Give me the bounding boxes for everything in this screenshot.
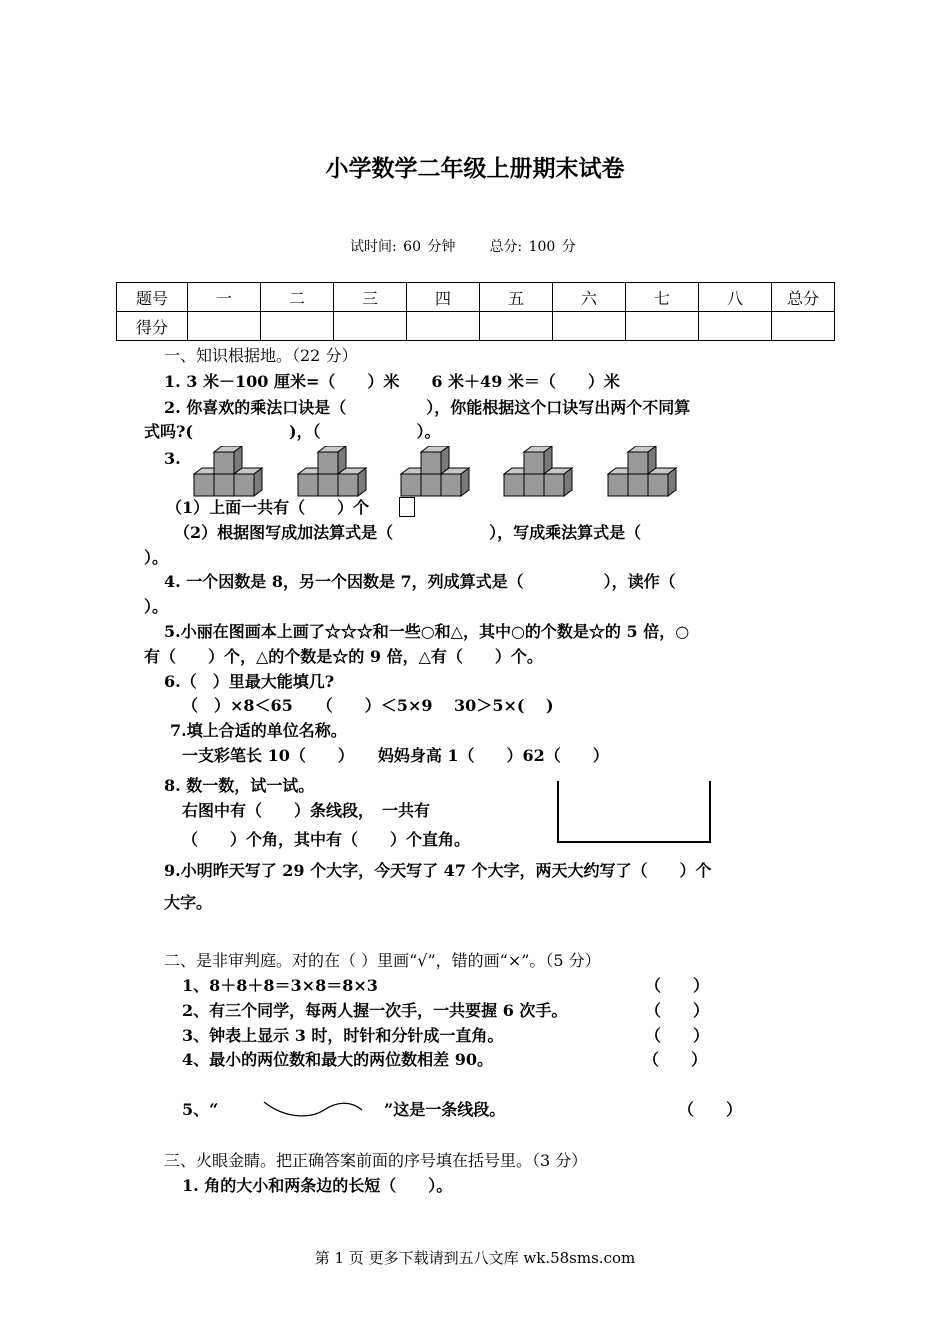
score-cell-header: 三	[334, 283, 407, 312]
score-cell-header: 七	[626, 283, 699, 312]
judge-bracket-2[interactable]: （ ）	[645, 1001, 710, 1020]
question-1-3-number: 3.	[164, 449, 181, 468]
score-cell-header: 二	[261, 283, 334, 312]
score-table-score-row	[117, 312, 835, 341]
judge-bracket-1[interactable]: （ ）	[645, 976, 710, 995]
question-1-3-part1: （1）上面一共有（ ）个	[166, 498, 370, 517]
section3-heading: 三、火眼金睛。把正确答案前面的序号填在括号里。（3 分）	[164, 1151, 588, 1170]
segment-figure	[557, 781, 711, 843]
score-cell-header: 题号	[117, 283, 188, 312]
score-cell[interactable]	[699, 312, 772, 341]
judge-item-2: 2、有三个同学，每两人握一次手，一共要握 6 次手。	[182, 1001, 568, 1020]
question-1-4-line-b: ）。	[144, 597, 169, 616]
score-cell[interactable]	[772, 312, 835, 341]
question-1-2-line-a: 2. 你喜欢的乘法口诀是（ ），你能根据这个口诀写出两个不同算	[164, 398, 691, 417]
question-1-5-line-a: 5.小丽在图画本上画了☆☆☆和一些○和△，其中○的个数是☆的 5 倍，○	[164, 622, 690, 641]
score-table	[116, 282, 835, 341]
score-cell-header: 六	[553, 283, 626, 312]
question-1-7-items: 一支彩笔长 10（ ） 妈妈身高 1（ ）62（ ）	[182, 746, 609, 765]
section2-heading: 二、是非审判庭。对的在（ ）里画“√”，错的画“×”。（5 分）	[164, 951, 601, 970]
score-cell[interactable]	[480, 312, 553, 341]
cube-figure-3	[399, 446, 471, 500]
judge-bracket-3[interactable]: （ ）	[645, 1026, 710, 1045]
page-title: 小学数学二年级上册期末试卷	[325, 155, 625, 182]
score-cell-header: 一	[188, 283, 261, 312]
score-table-header-row	[117, 283, 835, 312]
judge-bracket-5[interactable]: （ ）	[678, 1100, 743, 1119]
score-cell[interactable]	[334, 312, 407, 341]
score-cell-header: 八	[699, 283, 772, 312]
question-1-8-line-b: （ ）个角，其中有（ ）个直角。	[182, 830, 471, 849]
exam-total: 总分: 100 分	[489, 239, 576, 255]
curve-line-figure	[262, 1096, 364, 1118]
question-1-3-part2-line-b: ）。	[144, 548, 169, 567]
score-cell-header: 五	[480, 283, 553, 312]
question-1-9-line-a: 9.小明昨天写了 29 个大字，今天写了 47 个大字，两天大约写了（ ）个	[164, 861, 712, 880]
cube-figure-4	[502, 446, 574, 500]
score-cell[interactable]	[407, 312, 480, 341]
question-1-8: 8. 数一数，试一试。	[164, 776, 315, 795]
score-cell[interactable]	[553, 312, 626, 341]
cube-figure-1	[192, 446, 264, 500]
score-cell[interactable]	[261, 312, 334, 341]
page-footer: 第 1 页 更多下载请到五八文库 wk.58sms.com	[314, 1249, 636, 1267]
judge-item-1: 1、8＋8＋8＝3×8＝8×3	[182, 976, 378, 995]
cube-figure-5	[606, 446, 678, 500]
score-row-label: 得分	[117, 312, 188, 341]
small-cube-icon	[399, 497, 415, 517]
question-1-6-items: （ ）×8＜65 （ ）＜5×9 30＞5×( )	[182, 696, 554, 715]
question-1-9-line-b: 大字。	[164, 893, 213, 912]
judge-item-4: 4、最小的两位数和最大的两位数相差 90。	[182, 1050, 493, 1069]
question-1-2-line-b: 式吗?( )，（ ）。	[144, 422, 441, 441]
question-1-5-line-b: 有（ ）个，△的个数是☆的 9 倍，△有（ ）个。	[144, 647, 543, 666]
judge-item-3: 3、钟表上显示 3 时，时针和分针成一直角。	[182, 1026, 504, 1045]
question-1-3-part2-line-a: （2）根据图写成加法算式是（ ），写成乘法算式是（	[174, 523, 642, 542]
question-3-1: 1. 角的大小和两条边的长短（ ）。	[182, 1176, 453, 1195]
question-1-7: 7.填上合适的单位名称。	[170, 721, 347, 740]
section1-heading: 一、知识根据地。（22 分）	[164, 346, 358, 365]
judge-bracket-4[interactable]: （ ）	[643, 1050, 708, 1069]
question-1-8-line-a: 右图中有（ ）条线段， 一共有	[182, 801, 431, 820]
exam-info	[350, 236, 576, 256]
score-cell[interactable]	[188, 312, 261, 341]
score-cell-header: 四	[407, 283, 480, 312]
question-1-1: 1. 3 米－100 厘米=（ ）米 6 米＋49 米＝（ ）米	[164, 372, 620, 391]
judge-item-5-open: 5、“	[182, 1100, 219, 1119]
judge-item-5-close: ”这是一条线段。	[384, 1100, 506, 1119]
exam-time: 试时间: 60 分钟	[350, 239, 456, 255]
question-1-4-line-a: 4. 一个因数是 8，另一个因数是 7，列成算式是（ ），读作（	[164, 572, 676, 591]
cube-figure-2	[296, 446, 368, 500]
score-cell[interactable]	[626, 312, 699, 341]
score-cell-header: 总分	[772, 283, 835, 312]
question-1-6: 6.（ ）里最大能填几?	[164, 672, 335, 691]
